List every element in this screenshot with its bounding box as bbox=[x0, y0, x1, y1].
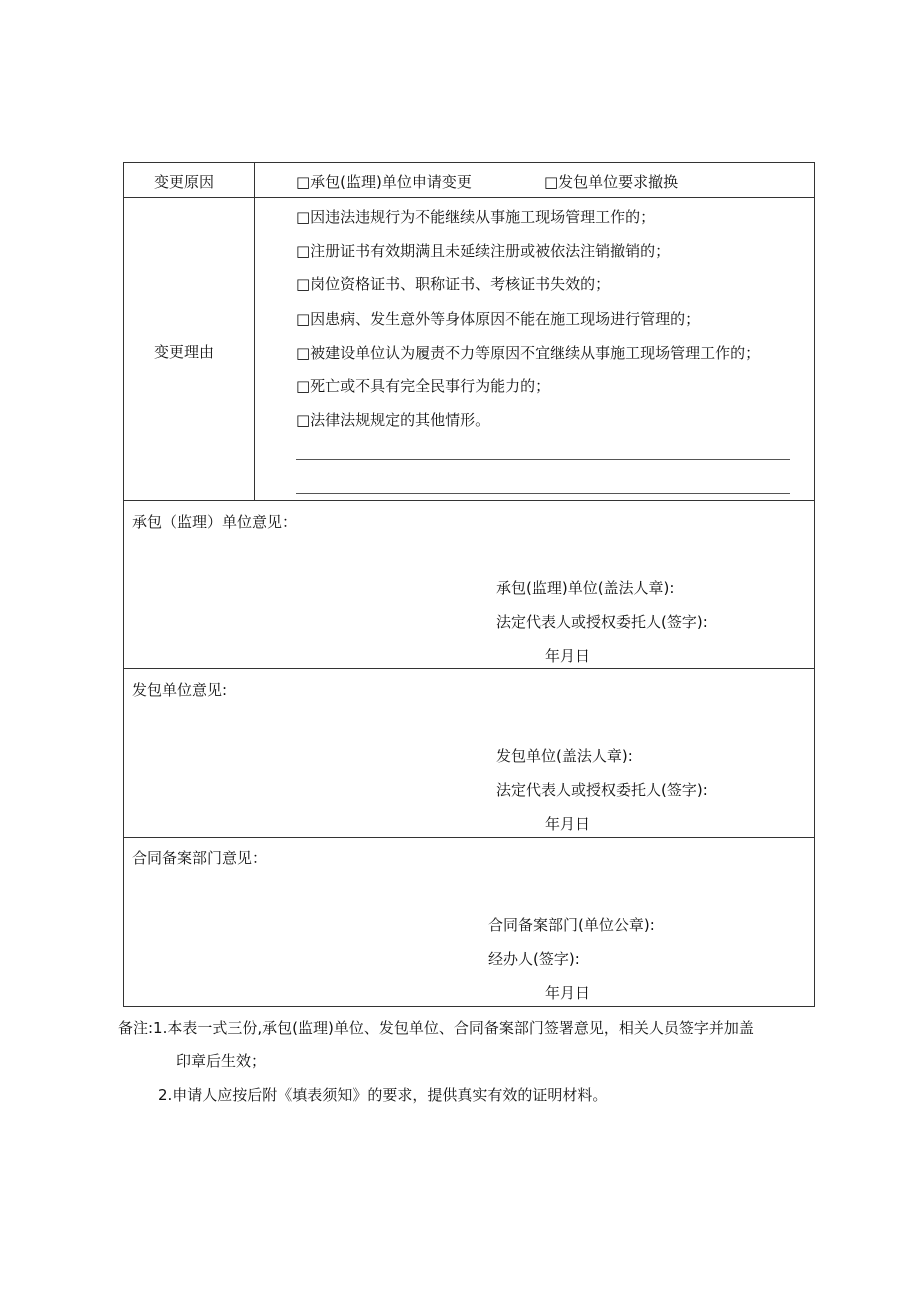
filing-seal-label: 合同备案部门(单位公章): bbox=[488, 916, 655, 934]
filing-date-label: 年月日 bbox=[545, 984, 591, 1002]
note-1-line-2: 印章后生效； bbox=[176, 1052, 267, 1070]
employer-rep-signature-label: 法定代表人或授权委托人(签字): bbox=[496, 781, 708, 799]
employer-date-label: 年月日 bbox=[545, 815, 591, 833]
reason-option[interactable]: □被建设单位认为履责不力等原因不宜继续从事施工现场管理工作的； bbox=[296, 344, 761, 362]
filing-handler-signature-label: 经办人(签字): bbox=[488, 950, 580, 968]
table-border-right bbox=[814, 162, 815, 1007]
reason-option[interactable]: □因违法违规行为不能继续从事施工现场管理工作的； bbox=[296, 208, 656, 226]
change-cause-option-employer[interactable]: □发包单位要求撤换 bbox=[544, 173, 679, 191]
reason-option[interactable]: □因患病、发生意外等身体原因不能在施工现场进行管理的； bbox=[296, 310, 701, 328]
table-border-left bbox=[123, 162, 124, 1007]
contractor-rep-signature-label: 法定代表人或授权委托人(签字): bbox=[496, 613, 708, 631]
reason-option[interactable]: □死亡或不具有完全民事行为能力的； bbox=[296, 377, 551, 395]
contractor-seal-label: 承包(监理)单位(盖法人章): bbox=[496, 579, 675, 597]
table-divider-contractor bbox=[123, 668, 815, 669]
reason-option[interactable]: □注册证书有效期满且未延续注册或被依法注销撤销的； bbox=[296, 242, 671, 260]
change-reason-label: 变更理由 bbox=[154, 343, 215, 361]
table-divider-reason bbox=[123, 500, 815, 501]
contractor-opinion-heading: 承包（监理）单位意见： bbox=[132, 513, 298, 531]
filing-opinion-heading: 合同备案部门意见： bbox=[132, 849, 268, 867]
employer-seal-label: 发包单位(盖法人章): bbox=[496, 747, 633, 765]
other-reason-blank-line[interactable] bbox=[296, 459, 790, 460]
change-cause-option-contractor[interactable]: □承包(监理)单位申请变更 bbox=[296, 173, 472, 191]
note-1-line-1: 备注:1.本表一式三份,承包(监理)单位、发包单位、合同备案部门签署意见，相关人员签字并加盖 bbox=[118, 1019, 754, 1037]
change-cause-label: 变更原因 bbox=[154, 173, 215, 191]
reason-option[interactable]: □法律法规规定的其他情形。 bbox=[296, 411, 491, 429]
table-column-divider bbox=[254, 162, 255, 500]
table-divider-cause bbox=[123, 197, 815, 198]
reason-option[interactable]: □岗位资格证书、职称证书、考核证书失效的； bbox=[296, 275, 611, 293]
note-2: 2.申请人应按后附《填表须知》的要求，提供真实有效的证明材料。 bbox=[158, 1086, 608, 1104]
table-border-bottom bbox=[123, 1006, 815, 1007]
contractor-date-label: 年月日 bbox=[545, 647, 591, 665]
table-divider-employer bbox=[123, 837, 815, 838]
table-border-top bbox=[123, 162, 815, 163]
employer-opinion-heading: 发包单位意见: bbox=[132, 681, 228, 699]
other-reason-blank-line[interactable] bbox=[296, 493, 790, 494]
